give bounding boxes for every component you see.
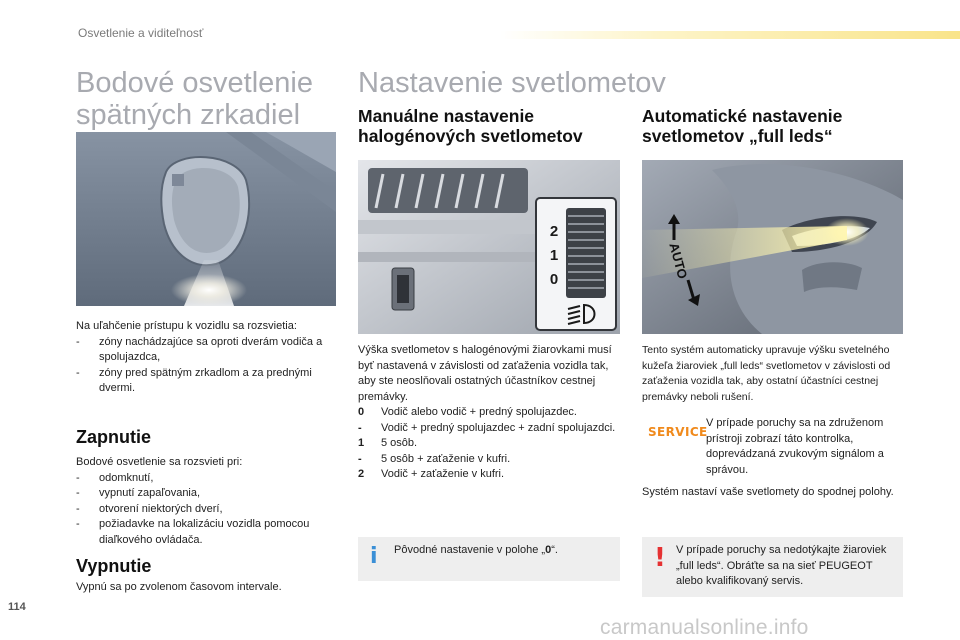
list-item: - 5 osôb + zaťaženie v kufri. — [358, 452, 511, 465]
manual-body: Výška svetlometov s halogénovými žiarovkami musí byť nastavená v závislosti od zaťaženia vozidla tak, aby ste neoslňovali ostatných účastníkov cestnej premávky. — [358, 344, 612, 403]
list-item: - Vodič + predný spolujazdec + zadní spolujazdci. — [358, 421, 616, 434]
manual-body-text — [358, 343, 622, 483]
auto-adjustment-heading: Automatické nastavenie svetlometov „full leds“ — [642, 106, 843, 146]
chapter-header: Osvetlenie a viditeľnosť — [78, 26, 204, 40]
page-number: 114 — [8, 601, 26, 613]
dial-label-2: 2 — [549, 223, 559, 240]
mirror-spotlight-image — [76, 132, 336, 306]
mirror-lighting-title: Bodové osvetlenie spätných zrkadiel — [76, 67, 313, 131]
dial-label-0: 0 — [549, 271, 559, 288]
warning-note-text: V prípade poruchy sa nedotýkajte žiaroviek „full leds“. Obráťte sa na sieť PEUGEOT alebo kvalifikovaný servis. — [676, 544, 887, 587]
list-item: - vypnutí zapaľovania, — [76, 487, 201, 499]
full-leds-headlamp-image — [642, 160, 903, 334]
warning-icon: ! — [654, 543, 666, 573]
auto-system-text: Systém nastaví vaše svetlomety do spodnej polohy. — [642, 486, 894, 498]
switch-off-text: Vypnú sa po zvolenom časovom intervale. — [76, 581, 282, 593]
list-item: - otvorení niektorých dverí, — [76, 502, 223, 515]
switch-off-heading: Vypnutie — [76, 556, 152, 576]
watermark: carmanualsonline.info — [600, 616, 809, 639]
switch-on-heading: Zapnutie — [76, 427, 151, 447]
list-item: 2 Vodič + zaťaženie v kufri. — [358, 468, 505, 480]
info-note-text: Pôvodné nastavenie v polohe „0“. — [394, 544, 558, 556]
warning-note — [642, 537, 903, 597]
headlamp-dial-image — [358, 160, 620, 334]
list-item: - zóny nachádzajúce sa oproti dverám vodiča a spolujazdca, — [76, 335, 323, 363]
list-item: 0 Vodič alebo vodič + predný spolujazdec. — [358, 406, 577, 418]
list-item: 1 5 osôb. — [358, 437, 418, 449]
headlamp-adjustment-title: Nastavenie svetlometov — [358, 67, 666, 99]
auto-body-text: Tento systém automaticky upravuje výšku svetelného kužeľa žiaroviek „full leds“ svetlometov v závislosti od zaťaženia vozidla tak, aby ostatní účastníci cestnej premávky neboli rušení. — [642, 344, 891, 403]
switch-on-intro: Bodové osvetlenie sa rozsvieti pri: — [76, 456, 243, 468]
service-warning-icon: SERVICE — [648, 425, 708, 439]
header-accent-bar — [500, 31, 960, 39]
dial-label-1: 1 — [549, 247, 559, 264]
list-item: - požiadavke na lokalizáciu vozidla pomocou diaľkového ovládača. — [76, 518, 310, 546]
list-item: - odomknutí, — [76, 471, 154, 484]
mirror-intro: Na uľahčenie prístupu k vozidlu sa rozsvietia: — [76, 320, 297, 332]
list-item: - zóny pred spätným zrkadlom a za prednými dvermi. — [76, 366, 312, 394]
auto-label-text: AUTO — [666, 241, 691, 281]
service-warning-text: V prípade poruchy sa na združenom prístroji zobrazí táto kontrolka, doprevádzaná zvukovým signálom a správou. — [706, 417, 884, 476]
info-note — [358, 537, 620, 581]
switch-on-text — [76, 455, 338, 548]
manual-adjustment-heading: Manuálne nastavenie halogénových svetlometov — [358, 106, 583, 146]
info-icon: i — [370, 544, 378, 569]
mirror-intro-text — [76, 319, 338, 397]
